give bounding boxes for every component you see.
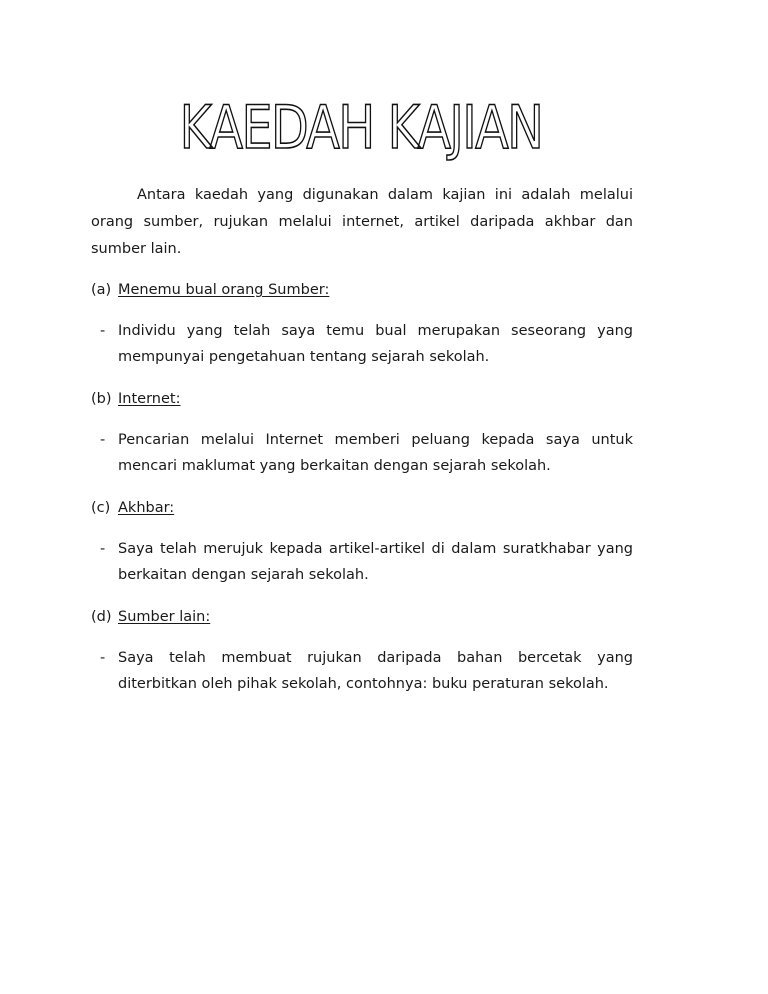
- section-heading-text: Sumber lain:: [118, 609, 211, 625]
- section-heading-text: Menemu bual orang Sumber:: [118, 282, 330, 298]
- section-marker: (c): [91, 500, 111, 516]
- section-heading-text: Internet:: [118, 391, 181, 407]
- bullet-item-a: [100, 318, 633, 370]
- bullet-dash: -: [100, 650, 106, 666]
- section-heading-c: [91, 498, 174, 518]
- bullet-text: Saya telah membuat rujukan daripada bahan bercetak yang diterbitkan oleh pihak sekolah, contohnya: buku peraturan sekolah.: [118, 650, 633, 692]
- bullet-text: Pencarian melalui Internet memberi peluang kepada saya untuk mencari maklumat yang berkaitan dengan sejarah sekolah.: [118, 432, 633, 474]
- bullet-item-c: [100, 536, 633, 588]
- bullet-text: Individu yang telah saya temu bual merupakan seseorang yang mempunyai pengetahuan tentang sejarah sekolah.: [118, 323, 633, 365]
- section-marker: (d): [91, 609, 112, 625]
- bullet-text: Saya telah merujuk kepada artikel-artikel di dalam suratkhabar yang berkaitan dengan sejarah sekolah.: [118, 541, 633, 583]
- section-heading-a: [91, 280, 329, 300]
- section-heading-d: [91, 607, 210, 627]
- bullet-dash: -: [100, 323, 106, 339]
- page-title: KAEDAH KAJIAN: [179, 93, 543, 163]
- bullet-dash: -: [100, 432, 106, 448]
- bullet-item-b: [100, 427, 633, 479]
- intro-paragraph: Antara kaedah yang digunakan dalam kajian ini adalah melalui orang sumber, rujukan melalui internet, artikel daripada akhbar dan sumber lain.: [91, 187, 633, 257]
- section-marker: (a): [91, 282, 112, 298]
- section-heading-b: [91, 389, 180, 409]
- section-heading-text: Akhbar:: [118, 500, 175, 516]
- bullet-dash: -: [100, 541, 106, 557]
- bullet-item-d: [100, 645, 633, 697]
- section-marker: (b): [91, 391, 112, 407]
